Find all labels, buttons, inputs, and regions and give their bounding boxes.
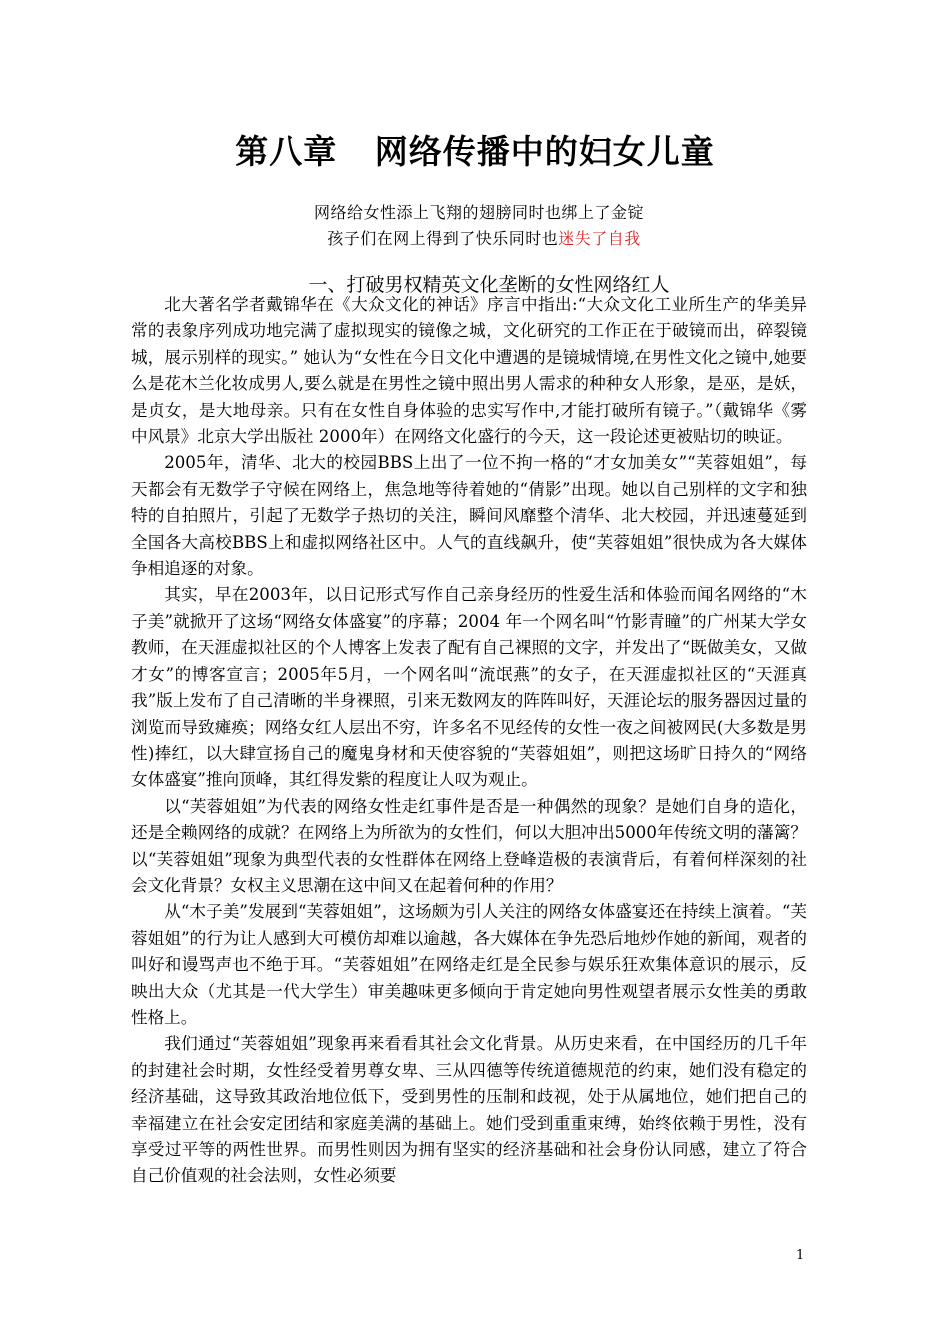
paragraph-1: 北大著名学者戴锦华在《大众文化的神话》序言中指出:“大众文化工业所生产的华美异常的表象序列成功地完满了虚拟现实的镜像之城，文化研究的工作正在于破镜而出，碎裂镜城，展示别样的现实。” 她认为“女性在今日文化中遭遇的是镜城情境,在男性文化之镜中,她要么是花木兰化妆成男人,要么就是在男性之镜中照出男人需求的种种女人形象，是巫，是妖，是贞女，是大地母亲。只有在女性自身体验的忠实写作中,才能打破所有镜子。”（戴锦华《雾中风景》北京大学出版社 2000年）在网络文化盛行的今天，这一段论述更被贴切的映证。 xyxy=(131,295,807,447)
chapter-title: 第八章 网络传播中的妇女儿童 xyxy=(235,132,715,171)
paragraph-5: 从“木子美”发展到“芙蓉姐姐”，这场颇为引人关注的网络女体盛宴还在持续上演着。“芙蓉姐姐”的行为让人感到大可模仿却难以逾越，各大媒体在争先恐后地炒作她的新闻，观者的叫好和谩骂声也不绝于耳。“芙蓉姐姐”在网络走红是全民参与娱乐狂欢集体意识的展示，反映出大众（尤其是一代大学生）审美趣味更多倾向于肯定她向男性观望者展示女性美的勇敢性格上。 xyxy=(131,902,807,1027)
paragraph-2: 2005年，清华、北大的校园BBS上出了一位不拘一格的“才女加美女”“芙蓉姐姐”，每天都会有无数学子守候在网络上，焦急地等待着她的“倩影”出现。她以自己别样的文字和独特的自拍照片，引起了无数学子热切的关注，瞬间风靡整个清华、北大校园，并迅速蔓延到全国各大高校BBS上和虚拟网络社区中。人气的直线飙升，使“芙蓉姐姐”很快成为各大媒体争相追逐的对象。 xyxy=(131,453,807,579)
paragraph-4: 以“芙蓉姐姐”为代表的网络女性走红事件是否是一种偶然的现象？是她们自身的造化，还是全赖网络的成就？在网络上为所欲为的女性们，何以大胆冲出5000年传统文明的藩篱？以“芙蓉姐姐”现象为典型代表的女性群体在网络上登峰造极的表演背后，有着何样深刻的社会文化背景？女权主义思潮在这中间又在起着何种的作用？ xyxy=(131,796,807,895)
page-number: 1 xyxy=(796,1248,805,1263)
section-heading: 一、打破男权精英文化垄断的女性网络红人 xyxy=(308,274,670,296)
epigraph-line-2-prefix: 孩子们在网上得到了快乐同时也 xyxy=(327,229,559,248)
epigraph-line-1: 网络给女性添上飞翔的翅膀同时也绑上了金锭 xyxy=(313,203,644,222)
epigraph-highlight: 迷失了自我 xyxy=(558,229,641,248)
body-text xyxy=(131,292,807,1190)
paragraph-6: 我们通过“芙蓉姐姐”现象再来看看其社会文化背景。从历史来看，在中国经历的几千年的封建社会时期，女性经受着男尊女卑、三从四德等传统道德规范的约束，她们没有稳定的经济基础，这导致其政治地位低下，受到男性的压制和歧视，处于从属地位，她们把自己的幸福建立在社会安定团结和家庭美满的基础上。她们受到重重束缚，始终依赖于男性，没有享受过平等的两性世界。而男性则因为拥有坚实的经济基础和社会身份认同感，建立了符合自己价值观的社会法则，女性必须要 xyxy=(131,1034,807,1186)
epigraph-line-2 xyxy=(0,226,950,252)
paragraph-3: 其实，早在2003年，以日记形式写作自己亲身经历的性爱生活和体验而闻名网络的“木子美”就掀开了这场“网络女体盛宴”的序幕；2004 年一个网名叫“竹影青瞳”的广州某大学女教师，在天涯虚拟社区的个人博客上发表了配有自己裸照的文字，并发出了“既做美女，又做才女”的博客宣言；2005年5月，一个网名叫“流氓燕”的女子，在天涯虚拟社区的“天涯真我”版上发布了自己清晰的半身裸照，引来无数网友的阵阵叫好，天涯论坛的服务器因过量的浏览而导致瘫痪；网络女红人层出不穷，许多名不见经传的女性一夜之间被网民(大多数是男性)捧红，以大肆宣扬自己的魔鬼身材和天使容貌的“芙蓉姐姐”，则把这场旷日持久的“网络女体盛宴”推向顶峰，其红得发紫的程度让人叹为观止。 xyxy=(131,585,807,790)
